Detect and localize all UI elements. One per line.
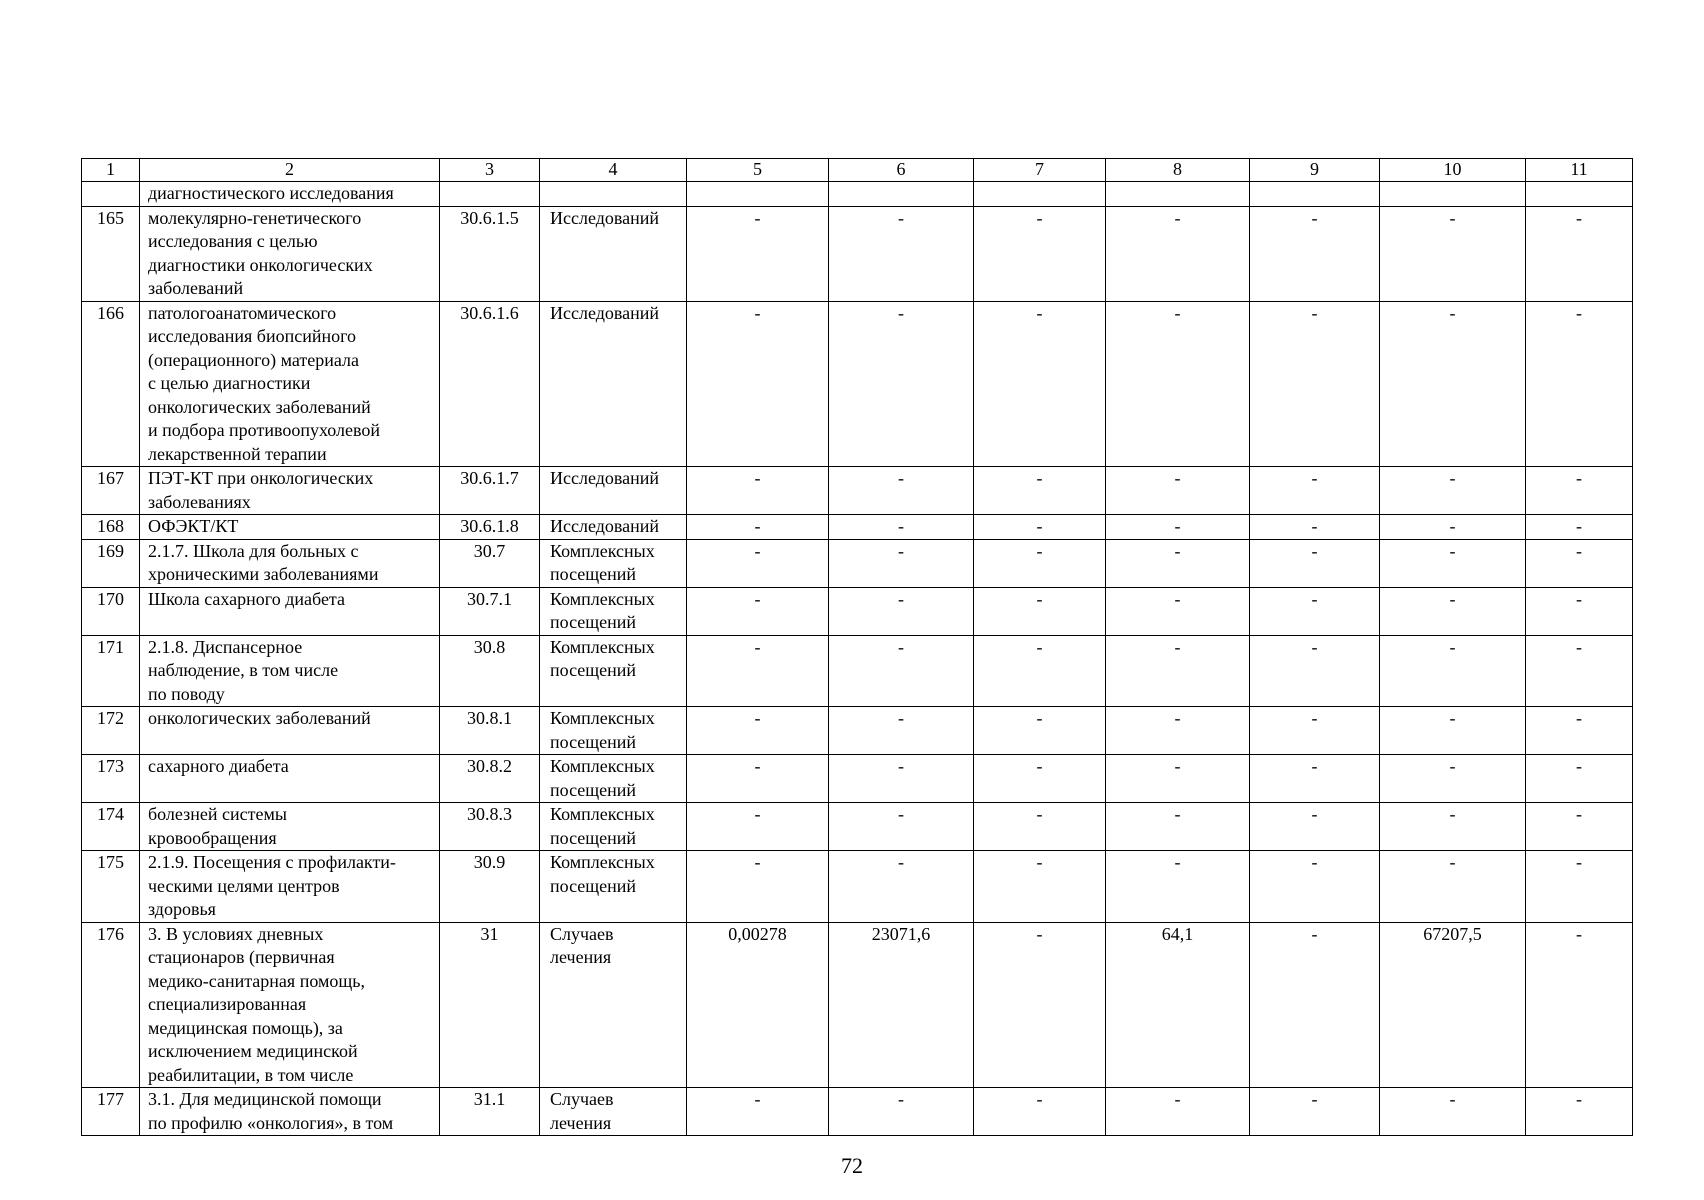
- value-cell-col-7: -: [974, 707, 1106, 755]
- value-cell-col-10: -: [1380, 539, 1526, 587]
- indicator-name-line: 3.1. Для медицинской помощи: [148, 1089, 382, 1109]
- indicator-name-line: ПЭТ-КТ при онкологических: [148, 468, 374, 488]
- value-cell-col-9: -: [1250, 803, 1380, 851]
- value-cell-col-6: -: [829, 587, 974, 635]
- indicator-name-cell: [140, 587, 440, 635]
- column-header: 11: [1526, 159, 1633, 182]
- table-row: [82, 755, 1633, 803]
- table-row: [82, 635, 1633, 707]
- unit-cell: [540, 587, 687, 635]
- value-cell-col-10: -: [1380, 206, 1526, 301]
- value-cell-col-6: -: [829, 635, 974, 707]
- table-row: [82, 539, 1633, 587]
- value-cell-col-10: -: [1380, 515, 1526, 540]
- row-code-cell: 30.6.1.7: [440, 467, 540, 515]
- unit-line: Комплексных: [550, 804, 655, 824]
- indicator-name-line: ОФЭКТ/КТ: [148, 516, 239, 536]
- unit-line: лечения: [550, 947, 612, 967]
- value-cell-col-10: 67207,5: [1380, 922, 1526, 1088]
- indicator-name-line: заболеваний: [148, 278, 244, 298]
- column-header: 9: [1250, 159, 1380, 182]
- value-cell-col-9: -: [1250, 755, 1380, 803]
- value-cell-col-8: -: [1106, 587, 1250, 635]
- value-cell-col-6: -: [829, 301, 974, 467]
- value-cell-col-10: -: [1380, 707, 1526, 755]
- indicator-name-line: кровообращения: [148, 827, 277, 848]
- value-cell-col-7: -: [974, 587, 1106, 635]
- indicator-name-line: реабилитации, в том числе: [148, 1064, 354, 1085]
- indicator-name-line: онкологических заболеваний: [148, 708, 371, 728]
- data-table: [81, 158, 1633, 1136]
- unit-line: посещений: [550, 660, 637, 680]
- unit-cell: [540, 755, 687, 803]
- value-cell-col-6: 23071,6: [829, 922, 974, 1088]
- unit-cell: [540, 206, 687, 301]
- indicator-name-cell: [140, 851, 440, 923]
- value-cell-col-7: -: [974, 539, 1106, 587]
- indicator-name-line: ческими целями центров: [148, 875, 340, 896]
- unit-line: Случаев: [550, 923, 614, 944]
- value-cell-col-7: -: [974, 922, 1106, 1088]
- value-cell-col-8: -: [1106, 1088, 1250, 1136]
- unit-cell: [540, 635, 687, 707]
- unit-cell: [540, 467, 687, 515]
- unit-line: Случаев: [550, 1089, 614, 1109]
- table-row: [82, 182, 1633, 207]
- column-header: 8: [1106, 159, 1250, 182]
- row-number-cell: 170: [82, 587, 140, 635]
- unit-line: Исследований: [550, 468, 660, 488]
- page-number: 72: [841, 1153, 863, 1178]
- value-cell-col-11: -: [1526, 587, 1633, 635]
- unit-cell: [540, 922, 687, 1088]
- row-code-cell: [440, 182, 540, 207]
- indicator-name-line: по поводу: [148, 683, 225, 704]
- value-cell-col-7: -: [974, 467, 1106, 515]
- indicator-name-line: и подбора противоопухолевой: [148, 420, 381, 440]
- row-number-cell: 173: [82, 755, 140, 803]
- table-row: [82, 587, 1633, 635]
- value-cell-col-8: -: [1106, 803, 1250, 851]
- indicator-name-line: Школа сахарного диабета: [148, 588, 346, 609]
- value-cell-col-10: [1380, 182, 1526, 207]
- value-cell-col-5: [687, 182, 829, 207]
- row-code-cell: 30.6.1.6: [440, 301, 540, 467]
- value-cell-col-6: -: [829, 707, 974, 755]
- value-cell-col-11: [1526, 182, 1633, 207]
- row-number-cell: 174: [82, 803, 140, 851]
- row-code-cell: 31: [440, 922, 540, 1088]
- value-cell-col-5: -: [687, 851, 829, 923]
- value-cell-col-11: -: [1526, 707, 1633, 755]
- value-cell-col-7: [974, 182, 1106, 207]
- value-cell-col-10: -: [1380, 803, 1526, 851]
- unit-cell: [540, 515, 687, 540]
- indicator-name-cell: [140, 301, 440, 467]
- indicator-name-cell: [140, 515, 440, 540]
- column-number-header-row: [82, 159, 1633, 182]
- value-cell-col-9: -: [1250, 515, 1380, 540]
- row-code-cell: 30.8: [440, 635, 540, 707]
- unit-line: посещений: [550, 779, 637, 800]
- indicator-name-line: патологоанатомического: [148, 302, 337, 323]
- value-cell-col-6: -: [829, 539, 974, 587]
- indicator-name-line: хроническими заболеваниями: [148, 564, 379, 584]
- unit-cell: [540, 301, 687, 467]
- indicator-name-line: медико-санитарная помощь,: [148, 970, 365, 991]
- indicator-name-line: исключением медицинской: [148, 1041, 358, 1061]
- value-cell-col-6: -: [829, 515, 974, 540]
- row-code-cell: 30.8.1: [440, 707, 540, 755]
- value-cell-col-9: -: [1250, 707, 1380, 755]
- row-number-cell: 168: [82, 515, 140, 540]
- value-cell-col-6: [829, 182, 974, 207]
- indicator-name-cell: [140, 1088, 440, 1136]
- unit-line: Комплексных: [550, 636, 655, 657]
- unit-line: Комплексных: [550, 756, 655, 776]
- value-cell-col-8: 64,1: [1106, 922, 1250, 1088]
- indicator-name-line: лекарственной терапии: [148, 443, 327, 464]
- indicator-name-cell: [140, 635, 440, 707]
- unit-cell: [540, 851, 687, 923]
- indicator-name-line: исследования биопсийного: [148, 326, 357, 346]
- indicator-name-line: молекулярно-генетического: [148, 207, 362, 228]
- indicator-name-line: 2.1.9. Посещения с профилакти-: [148, 852, 396, 872]
- indicator-name-line: стационаров (первичная: [148, 947, 335, 967]
- value-cell-col-7: -: [974, 206, 1106, 301]
- column-header: 7: [974, 159, 1106, 182]
- value-cell-col-7: -: [974, 803, 1106, 851]
- unit-cell: [540, 1088, 687, 1136]
- indicator-name-cell: [140, 182, 440, 207]
- value-cell-col-5: -: [687, 755, 829, 803]
- value-cell-col-9: [1250, 182, 1380, 207]
- row-number-cell: 166: [82, 301, 140, 467]
- unit-line: посещений: [550, 564, 637, 584]
- value-cell-col-7: -: [974, 635, 1106, 707]
- value-cell-col-9: -: [1250, 587, 1380, 635]
- value-cell-col-6: -: [829, 467, 974, 515]
- value-cell-col-10: -: [1380, 467, 1526, 515]
- row-code-cell: 30.8.2: [440, 755, 540, 803]
- value-cell-col-7: -: [974, 301, 1106, 467]
- value-cell-col-11: -: [1526, 755, 1633, 803]
- indicator-name-line: специализированная: [148, 994, 307, 1014]
- value-cell-col-10: -: [1380, 587, 1526, 635]
- row-code-cell: 30.7.1: [440, 587, 540, 635]
- indicator-name-line: диагностики онкологических: [148, 254, 373, 275]
- unit-cell: [540, 803, 687, 851]
- table-row: [82, 467, 1633, 515]
- column-header: 6: [829, 159, 974, 182]
- row-code-cell: 30.6.1.8: [440, 515, 540, 540]
- table-row: [82, 922, 1633, 1088]
- value-cell-col-10: -: [1380, 1088, 1526, 1136]
- unit-line: Комплексных: [550, 708, 655, 728]
- value-cell-col-8: -: [1106, 206, 1250, 301]
- value-cell-col-11: -: [1526, 635, 1633, 707]
- value-cell-col-7: -: [974, 851, 1106, 923]
- value-cell-col-8: -: [1106, 755, 1250, 803]
- indicator-name-line: 2.1.7. Школа для больных с: [148, 540, 359, 561]
- unit-cell: [540, 182, 687, 207]
- column-header: 3: [440, 159, 540, 182]
- value-cell-col-9: -: [1250, 635, 1380, 707]
- value-cell-col-8: -: [1106, 539, 1250, 587]
- indicator-name-cell: [140, 707, 440, 755]
- unit-line: Комплексных: [550, 852, 655, 872]
- value-cell-col-11: -: [1526, 851, 1633, 923]
- unit-line: Комплексных: [550, 588, 655, 609]
- value-cell-col-9: -: [1250, 851, 1380, 923]
- value-cell-col-9: -: [1250, 467, 1380, 515]
- row-number-cell: 169: [82, 539, 140, 587]
- value-cell-col-10: -: [1380, 301, 1526, 467]
- value-cell-col-5: -: [687, 707, 829, 755]
- indicator-name-line: онкологических заболеваний: [148, 396, 371, 417]
- value-cell-col-5: -: [687, 587, 829, 635]
- row-code-cell: 30.8.3: [440, 803, 540, 851]
- value-cell-col-11: -: [1526, 922, 1633, 1088]
- indicator-name-line: диагностического исследования: [148, 183, 394, 203]
- value-cell-col-11: -: [1526, 1088, 1633, 1136]
- table-row: [82, 515, 1633, 540]
- unit-line: Комплексных: [550, 540, 655, 561]
- indicator-name-line: заболеваниях: [148, 491, 251, 512]
- row-number-cell: 177: [82, 1088, 140, 1136]
- value-cell-col-5: -: [687, 635, 829, 707]
- indicator-name-line: исследования с целью: [148, 231, 318, 251]
- value-cell-col-8: -: [1106, 851, 1250, 923]
- value-cell-col-8: -: [1106, 707, 1250, 755]
- column-header: 5: [687, 159, 829, 182]
- value-cell-col-8: -: [1106, 515, 1250, 540]
- value-cell-col-6: -: [829, 803, 974, 851]
- indicator-name-cell: [140, 206, 440, 301]
- value-cell-col-5: -: [687, 1088, 829, 1136]
- indicator-name-cell: [140, 539, 440, 587]
- unit-line: посещений: [550, 731, 637, 752]
- value-cell-col-9: -: [1250, 301, 1380, 467]
- unit-line: Исследований: [550, 302, 660, 323]
- row-number-cell: 176: [82, 922, 140, 1088]
- value-cell-col-8: -: [1106, 635, 1250, 707]
- table-row: [82, 707, 1633, 755]
- value-cell-col-10: -: [1380, 755, 1526, 803]
- column-header: 1: [82, 159, 140, 182]
- value-cell-col-7: -: [974, 755, 1106, 803]
- value-cell-col-9: -: [1250, 1088, 1380, 1136]
- value-cell-col-6: -: [829, 755, 974, 803]
- value-cell-col-6: -: [829, 851, 974, 923]
- value-cell-col-10: -: [1380, 851, 1526, 923]
- row-number-cell: [82, 182, 140, 207]
- indicator-name-line: с целью диагностики: [148, 373, 311, 393]
- value-cell-col-7: -: [974, 515, 1106, 540]
- indicator-name-cell: [140, 467, 440, 515]
- value-cell-col-5: -: [687, 515, 829, 540]
- value-cell-col-8: [1106, 182, 1250, 207]
- row-code-cell: 30.6.1.5: [440, 206, 540, 301]
- value-cell-col-9: -: [1250, 206, 1380, 301]
- value-cell-col-8: -: [1106, 467, 1250, 515]
- indicator-name-cell: [140, 755, 440, 803]
- value-cell-col-9: -: [1250, 922, 1380, 1088]
- unit-line: лечения: [550, 1112, 612, 1133]
- row-code-cell: 31.1: [440, 1088, 540, 1136]
- value-cell-col-11: -: [1526, 515, 1633, 540]
- table-row: [82, 1088, 1633, 1136]
- value-cell-col-11: -: [1526, 803, 1633, 851]
- value-cell-col-5: -: [687, 467, 829, 515]
- indicator-name-line: 2.1.8. Диспансерное: [148, 636, 303, 657]
- value-cell-col-6: -: [829, 1088, 974, 1136]
- unit-cell: [540, 539, 687, 587]
- unit-line: Исследований: [550, 516, 660, 536]
- indicator-name-line: болезней системы: [148, 804, 287, 824]
- indicator-name-line: 3. В условиях дневных: [148, 923, 324, 944]
- column-header: 4: [540, 159, 687, 182]
- value-cell-col-6: -: [829, 206, 974, 301]
- value-cell-col-8: -: [1106, 301, 1250, 467]
- row-number-cell: 175: [82, 851, 140, 923]
- indicator-name-line: (операционного) материала: [148, 349, 359, 370]
- unit-cell: [540, 707, 687, 755]
- indicator-name-line: по профилю «онкология», в том: [148, 1112, 394, 1133]
- unit-line: посещений: [550, 827, 637, 848]
- column-header: 10: [1380, 159, 1526, 182]
- indicator-name-line: наблюдение, в том числе: [148, 660, 339, 680]
- unit-line: посещений: [550, 875, 637, 896]
- row-number-cell: 165: [82, 206, 140, 301]
- table-row: [82, 301, 1633, 467]
- value-cell-col-5: -: [687, 539, 829, 587]
- table-row: [82, 803, 1633, 851]
- value-cell-col-5: -: [687, 206, 829, 301]
- indicator-name-line: сахарного диабета: [148, 756, 289, 776]
- value-cell-col-11: -: [1526, 206, 1633, 301]
- table-body: [82, 159, 1633, 1136]
- row-number-cell: 171: [82, 635, 140, 707]
- value-cell-col-11: -: [1526, 467, 1633, 515]
- row-code-cell: 30.7: [440, 539, 540, 587]
- row-number-cell: 172: [82, 707, 140, 755]
- unit-line: посещений: [550, 612, 637, 632]
- column-header: 2: [140, 159, 440, 182]
- value-cell-col-11: -: [1526, 301, 1633, 467]
- value-cell-col-7: -: [974, 1088, 1106, 1136]
- value-cell-col-5: -: [687, 803, 829, 851]
- value-cell-col-9: -: [1250, 539, 1380, 587]
- indicator-name-cell: [140, 803, 440, 851]
- indicator-name-line: здоровья: [148, 899, 216, 919]
- unit-line: Исследований: [550, 207, 660, 228]
- table-row: [82, 206, 1633, 301]
- indicator-name-cell: [140, 922, 440, 1088]
- value-cell-col-5: 0,00278: [687, 922, 829, 1088]
- row-number-cell: 167: [82, 467, 140, 515]
- value-cell-col-11: -: [1526, 539, 1633, 587]
- table-row: [82, 851, 1633, 923]
- value-cell-col-5: -: [687, 301, 829, 467]
- value-cell-col-10: -: [1380, 635, 1526, 707]
- row-code-cell: 30.9: [440, 851, 540, 923]
- indicator-name-line: медицинская помощь), за: [148, 1017, 343, 1038]
